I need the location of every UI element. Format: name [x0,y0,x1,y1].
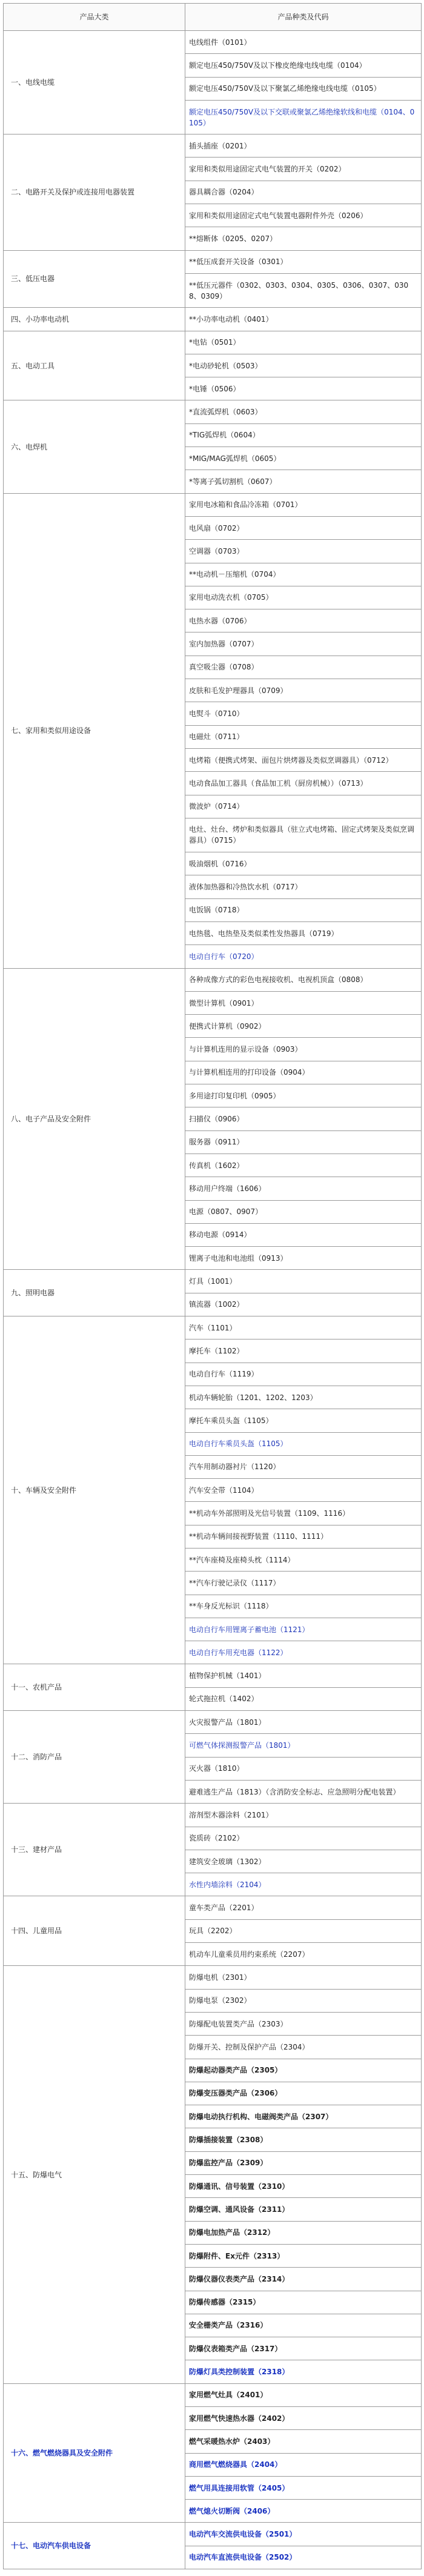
category-cell: 九、照明电器 [4,1270,185,1316]
product-item-cell: 植物保护机械（1401） [185,1664,422,1687]
product-item-cell: 电动自行车乘员头盔（1105） [185,1432,422,1455]
product-item-cell: 插头插座（0201） [185,134,422,158]
table-body [4,31,422,2569]
product-item-cell: 玩具（2202） [185,1919,422,1942]
category-cell: 一、电线电缆 [4,31,185,134]
product-item-cell: 汽车（1101） [185,1316,422,1339]
product-item-cell: 防爆电泵（2302） [185,1989,422,2012]
product-item-cell: 传真机（1602） [185,1154,422,1177]
product-item-cell: 防爆电机（2301） [185,1966,422,1989]
product-item-cell: 电热毯、电热垫及类似柔性发热器具（0719） [185,921,422,944]
product-item-cell: 电熨斗（0710） [185,702,422,725]
product-item-cell: 家用和类似用途固定式电气装置电器附件外壳（0206） [185,204,422,227]
table-row [4,968,422,991]
table-row [4,400,422,423]
product-item-cell: 家用电动洗衣机（0705） [185,586,422,609]
product-item-cell: 扫描仪（0906） [185,1107,422,1130]
category-cell: 三、低压电器 [4,250,185,308]
product-item-cell: 燃气熄火切断阀（2406） [185,2500,422,2523]
product-item-cell: 防爆灯具类控制装置（2318） [185,2360,422,2383]
product-item-cell: 室内加热器（0707） [185,632,422,656]
product-item-cell: **熔断体（0205、0207） [185,227,422,250]
product-item-cell: **汽车座椅及座椅头枕（1114） [185,1549,422,1572]
product-item-cell: 移动电源（0914） [185,1223,422,1246]
product-item-cell: 防爆开关、控制及保护产品（2304） [185,2036,422,2059]
product-item-cell: 移动用户终端（1606） [185,1177,422,1200]
product-item-cell: **汽车行驶记录仪（1117） [185,1572,422,1595]
product-item-cell: 防爆插接装置（2308） [185,2128,422,2151]
product-item-cell: 防爆附件、Ex元件（2313） [185,2244,422,2267]
product-item-cell: 便携式计算机（0902） [185,1015,422,1038]
product-item-cell: **小功率电动机（0401） [185,308,422,331]
product-item-cell: 家用燃气灶具（2401） [185,2383,422,2406]
category-cell: 十五、防爆电气 [4,1966,185,2383]
table-row [4,1316,422,1339]
product-item-cell: 镇流器（1002） [185,1293,422,1316]
product-item-cell: 各种成像方式的彩色电视接收机、电视机顶盒（0808） [185,968,422,991]
product-item-cell: 防爆起动器类产品（2305） [185,2059,422,2082]
product-item-cell: 防爆仪器仪表类产品（2314） [185,2268,422,2291]
table-row [4,1711,422,1734]
product-item-cell: 电动自行车（1119） [185,1363,422,1386]
product-item-cell: *直流弧焊机（0603） [185,400,422,423]
header-product-types: 产品种类及代码 [185,4,422,31]
product-item-cell: 服务器（0911） [185,1130,422,1154]
product-item-cell: 真空吸尘器（0708） [185,656,422,679]
product-item-cell: 电风扇（0702） [185,516,422,539]
product-item-cell: 防爆变压器类产品（2306） [185,2082,422,2105]
table-row [4,308,422,331]
product-item-cell: 电线组件（0101） [185,31,422,54]
product-item-cell: 燃气用具连接用软管（2405） [185,2476,422,2499]
product-item-cell: 与计算机连用的显示设备（0903） [185,1038,422,1061]
category-cell: 十七、电动汽车供电设备 [4,2523,185,2569]
product-item-cell: 机动车儿童乘员用约束系统（2207） [185,1943,422,1966]
product-item-cell: **机动车辆间接视野装置（1110、1111） [185,1525,422,1548]
category-cell: 十二、消防产品 [4,1711,185,1804]
category-cell: 五、电动工具 [4,331,185,400]
product-item-cell: 电源（0807、0907） [185,1200,422,1223]
product-item-cell: *TIG弧焊机（0604） [185,423,422,446]
category-cell: 四、小功率电动机 [4,308,185,331]
product-item-cell: 电动汽车直流供电设备（2502） [185,2546,422,2569]
product-item-cell: 额定电压450/750V及以下橡皮绝缘电线电缆（0104） [185,54,422,77]
product-item-cell: 童车类产品（2201） [185,1896,422,1919]
table-row [4,2383,422,2406]
product-item-cell: 灭火器（1810） [185,1757,422,1780]
product-item-cell: 额定电压450/750V及以下交联或聚氯乙烯绝缘软线和电缆（0104、0105） [185,100,422,134]
table-row [4,1664,422,1687]
product-item-cell: 防爆配电装置类产品（2303） [185,2012,422,2035]
product-item-cell: 防爆空调、通风设备（2311） [185,2198,422,2221]
table-row [4,1966,422,1989]
product-item-cell: 商用燃气燃烧器具（2404） [185,2453,422,2476]
category-cell: 十、车辆及安全附件 [4,1316,185,1664]
category-cell: 八、电子产品及安全附件 [4,968,185,1270]
product-item-cell: *电钻（0501） [185,331,422,354]
product-item-cell: 防爆电动执行机构、电磁阀类产品（2307） [185,2105,422,2128]
product-catalogue-table [3,3,422,2569]
product-item-cell: 建筑安全玻璃（1302） [185,1850,422,1873]
category-cell: 十四、儿童用品 [4,1896,185,1966]
product-item-cell: 灯具（1001） [185,1270,422,1293]
product-item-cell: **低压元器件（0302、0303、0304、0305、0306、0307、0308、0309） [185,273,422,307]
product-catalogue-document [0,3,424,2576]
table-row [4,31,422,54]
product-item-cell: 电动汽车交流供电设备（2501） [185,2523,422,2546]
product-item-cell: 家用电冰箱和食品冷冻箱（0701） [185,493,422,516]
product-item-cell: *电锤（0506） [185,377,422,400]
product-item-cell: *MIG/MAG弧焊机（0605） [185,447,422,470]
product-item-cell: 摩托车乘员头盔（1105） [185,1409,422,1432]
product-item-cell: 多用途打印复印机（0905） [185,1084,422,1107]
product-item-cell: 汽车安全带（1104） [185,1479,422,1502]
table-row [4,1270,422,1293]
product-item-cell: 机动车辆轮胎（1201、1202、1203） [185,1386,422,1409]
product-item-cell: 额定电压450/750V及以下聚氯乙烯绝缘电线电缆（0105） [185,77,422,100]
product-item-cell: 电饭锅（0718） [185,898,422,921]
product-item-cell: 吸油烟机（0716） [185,852,422,875]
product-item-cell: 摩托车（1102） [185,1339,422,1363]
product-item-cell: 防爆仪表箱类产品（2317） [185,2337,422,2360]
product-item-cell: 水性内墙涂料（2104） [185,1873,422,1896]
product-item-cell: 溶剂型木器涂料（2101） [185,1804,422,1827]
product-item-cell: 电动自行车用充电器（1122） [185,1641,422,1664]
product-item-cell: *等离子弧切割机（0607） [185,470,422,493]
header-category: 产品大类 [4,4,185,31]
product-item-cell: 电烤箱（便携式烤架、面包片烘烤器及类似烹调器具）（0712） [185,748,422,771]
category-cell: 六、电焊机 [4,400,185,493]
category-cell: 十一、农机产品 [4,1664,185,1711]
product-item-cell: 家用和类似用途固定式电气装置的开关（0202） [185,158,422,181]
product-item-cell: **电动机－压缩机（0704） [185,563,422,586]
product-item-cell: 电灶、灶台、烤炉和类似器具（驻立式电烤箱、固定式烤架及类似烹调器具）（0715） [185,818,422,852]
product-item-cell: **车身反光标识（1118） [185,1595,422,1618]
table-row [4,331,422,354]
category-cell: 七、家用和类似用途设备 [4,493,185,968]
product-item-cell: **低压成套开关设备（0301） [185,250,422,273]
product-item-cell: 液体加热器和冷热饮水机（0717） [185,875,422,898]
product-item-cell: 防爆监控产品（2309） [185,2151,422,2174]
table-row [4,134,422,158]
table-row [4,493,422,516]
product-item-cell: 锂离子电池和电池组（0913） [185,1247,422,1270]
product-item-cell: 安全栅类产品（2316） [185,2314,422,2337]
product-item-cell: 电动自行车用锂离子蓄电池（1121） [185,1618,422,1641]
table-header-row [4,4,422,31]
product-item-cell: 可燃气体探测报警产品（1801） [185,1734,422,1757]
table-row [4,1896,422,1919]
product-item-cell: 防爆电加热产品（2312） [185,2221,422,2244]
product-item-cell: *电动砂轮机（0503） [185,354,422,377]
product-item-cell: 防爆传感器（2315） [185,2291,422,2314]
product-item-cell: 轮式拖拉机（1402） [185,1687,422,1710]
product-item-cell: 微波炉（0714） [185,795,422,818]
product-item-cell: **机动车外部照明及光信号装置（1109、1116） [185,1502,422,1525]
product-item-cell: 空调器（0703） [185,540,422,563]
product-item-cell: 电热水器（0706） [185,609,422,632]
table-row [4,1804,422,1827]
product-item-cell: 微型计算机（0901） [185,991,422,1014]
product-item-cell: 电动食品加工器具（食品加工机（厨房机械））（0713） [185,772,422,795]
category-cell: 十六、燃气燃烧器具及安全附件 [4,2383,185,2523]
product-item-cell: 器具耦合器（0204） [185,181,422,204]
product-item-cell: 汽车用制动器衬片（1120） [185,1455,422,1478]
product-item-cell: 火灾报警产品（1801） [185,1711,422,1734]
product-item-cell: 避难逃生产品（1813）（含消防安全标志、应急照明分配电装置） [185,1780,422,1803]
table-row [4,2523,422,2546]
product-item-cell: 电磁灶（0711） [185,725,422,748]
product-item-cell: 瓷质砖（2102） [185,1827,422,1850]
product-item-cell: 防爆通讯、信号装置（2310） [185,2175,422,2198]
product-item-cell: 燃气采暖热水炉（2403） [185,2430,422,2453]
product-item-cell: 电动自行车（0720） [185,945,422,968]
product-item-cell: 家用燃气快速热水器（2402） [185,2406,422,2429]
category-cell: 十三、建材产品 [4,1804,185,1896]
table-row [4,250,422,273]
category-cell: 二、电路开关及保护或连接用电器装置 [4,134,185,250]
product-item-cell: 与计算机相连用的打印设备（0904） [185,1061,422,1084]
product-item-cell: 皮肤和毛发护理器具（0709） [185,679,422,702]
